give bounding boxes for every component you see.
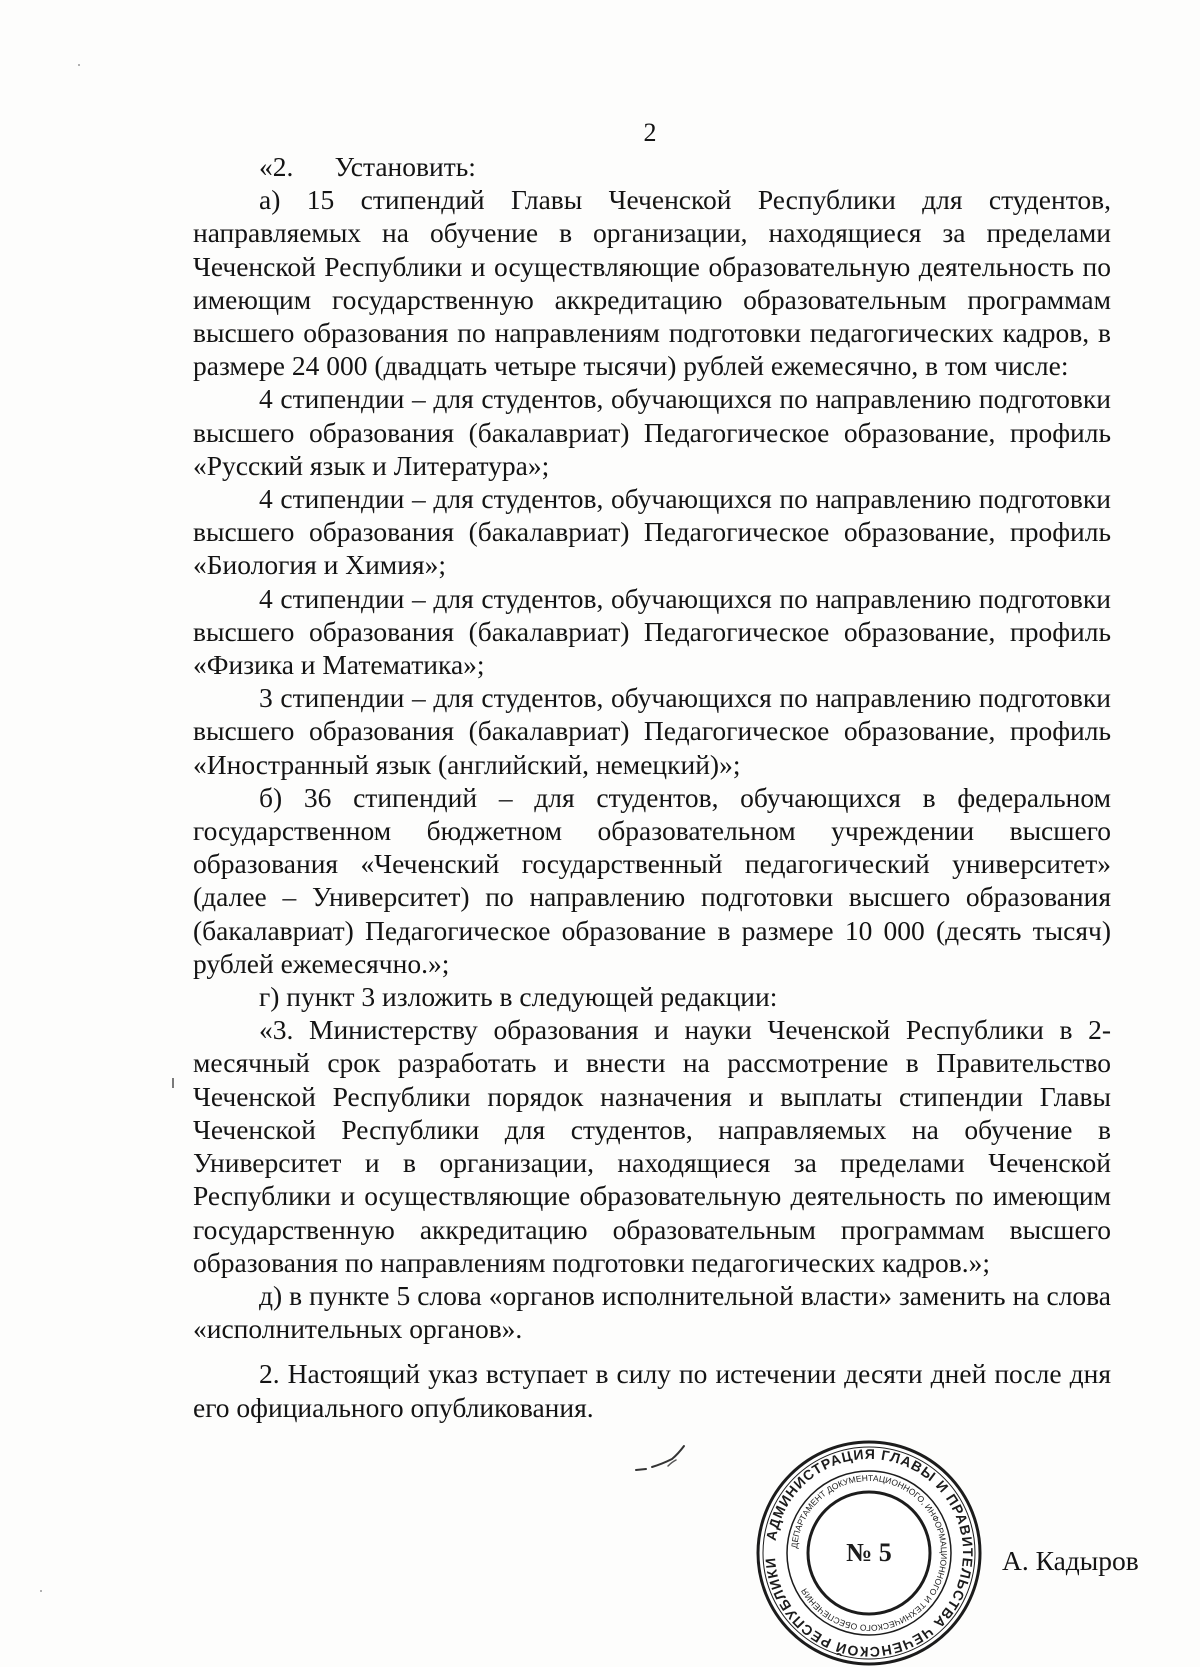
signature-scribble: [632, 1440, 688, 1476]
paragraph-biology-chemistry: 4 стипендии – для студентов, обучающихся по направлению подготовки высшего образования (бакалавриат) Педагогическое образование, профиль «Биология и Химия»;: [193, 483, 1111, 581]
paragraph-item-b: б) 36 стипендий – для студентов, обучающихся в федеральном государственном бюджетном образовательном учреждении высшего образования «Чеченский государственный педагогический университет» (далее – Университет) по направлению подготовки высшего образования (бакалавриат) Педагогическое образование в размере 10 000 (десять тысяч) рублей ежемесячно.»;: [193, 781, 1111, 979]
paragraph-point-3: «3. Министерству образования и науки Чеченской Республики в 2-месячный срок разработать и внести на рассмотрение в Правительство Чеченской Республики порядок назначения и выплаты стипендии Главы Чеченской Республики для студентов, направляемых на обучение в Университет и в организации, находящиеся за пределами Чеченской Республики и осуществляющие образовательную деятельность по имеющим государственную аккредитацию образовательным программам высшего образования по направлениям подготовки педагогических кадров.»;: [193, 1014, 1111, 1278]
margin-mark: [172, 1078, 174, 1088]
paragraph-item-g: г) пункт 3 изложить в следующей редакции:: [259, 981, 778, 1013]
paragraph-establish: «2. Установить:: [259, 151, 476, 182]
official-seal-stamp: [754, 1438, 984, 1668]
decree-body: [193, 150, 1111, 1424]
paragraph-physics-math: 4 стипендии – для студентов, обучающихся по направлению подготовки высшего образования (бакалавриат) Педагогическое образование, профиль «Физика и Математика»;: [193, 582, 1111, 681]
paragraph-russian-literature: 4 стипендии – для студентов, обучающихся по направлению подготовки высшего образования (бакалавриат) Педагогическое образование, профиль «Русский язык и Литература»;: [193, 383, 1111, 481]
paragraph-item-d: д) в пункте 5 слова «органов исполнительной власти» заменить на слова «исполнительных органов».: [193, 1279, 1111, 1345]
seal-number: № 5: [846, 1538, 892, 1567]
scan-speck: [78, 64, 80, 66]
seal-outer-text: АДМИНИСТРАЦИЯ ГЛАВЫ И ПРАВИТЕЛЬСТВА ЧЕЧЕНСКОЙ РЕСПУБЛИКИ: [761, 1445, 977, 1661]
seal-inner-text: ДЕПАРТАМЕНТ ДОКУМЕНТАЦИОННОГО, ИНФОРМАЦИОННОГО И ТЕХНИЧЕСКОГО ОБЕСПЕЧЕНИЯ: [789, 1472, 950, 1634]
paragraph-item-a: а) 15 стипендий Главы Чеченской Республики для студентов, направляемых на обучение в организации, находящиеся за пределами Чеченской Республики и осуществляющие образовательную деятельность по имеющим государственную аккредитацию образовательным программам высшего образования по направлениям подготовки педагогических кадров, в размере 24 000 (двадцать четыре тысячи) рублей ежемесячно, в том числе:: [193, 184, 1111, 382]
paragraph-entry-into-force: 2. Настоящий указ вступает в силу по истечении десяти дней после дня его официального опубликования.: [193, 1358, 1111, 1423]
signatory-name: А. Кадыров: [1002, 1545, 1139, 1576]
paragraph-foreign-language: 3 стипендии – для студентов, обучающихся по направлению подготовки высшего образования (бакалавриат) Педагогическое образование, профиль «Иностранный язык (английский, немецкий)»;: [193, 682, 1111, 780]
page-number: 2: [643, 118, 657, 147]
scan-speck: [40, 1590, 42, 1592]
